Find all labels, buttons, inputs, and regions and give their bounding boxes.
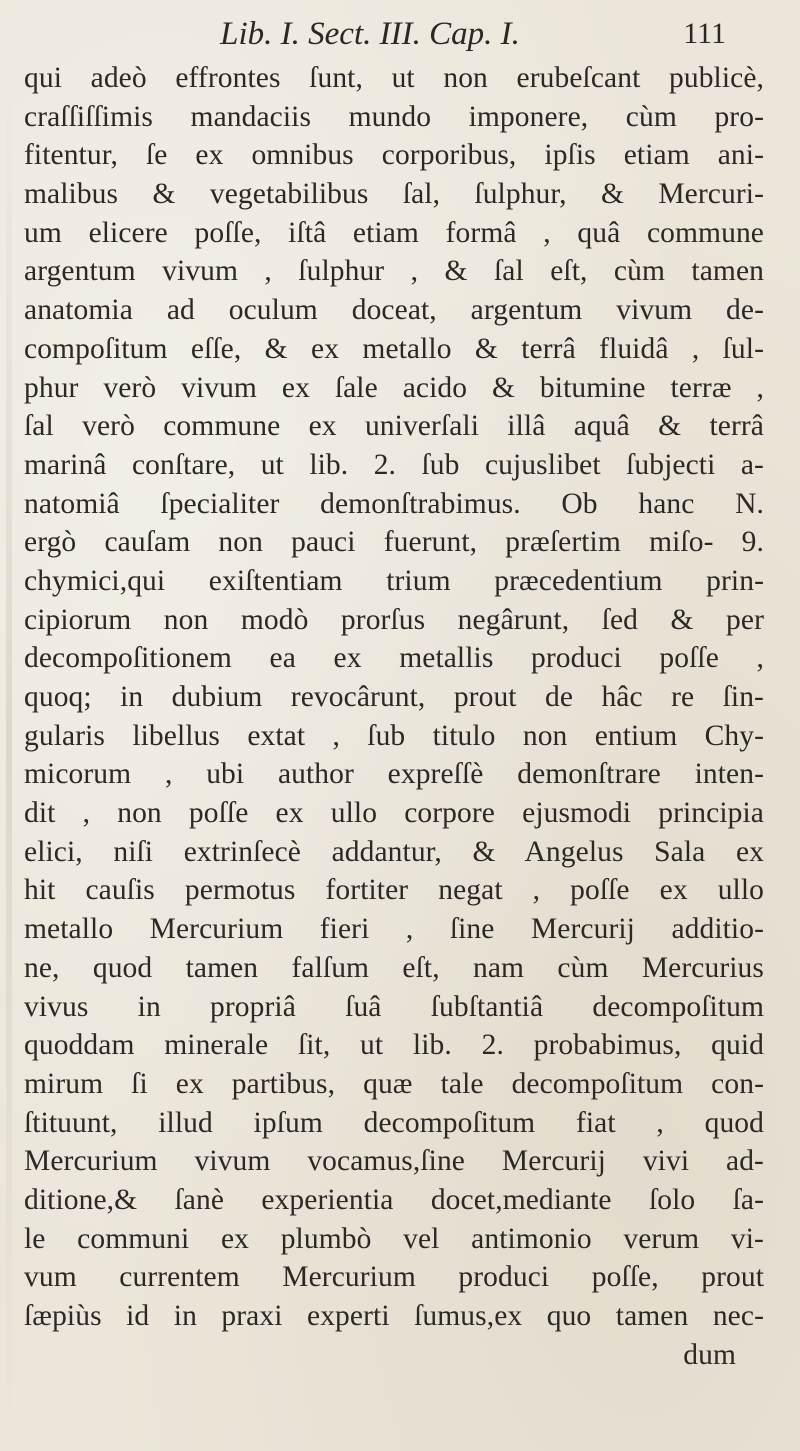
text-line: fitentur, ſe ex omnibus corporibus, ipſis etiam ani- bbox=[24, 139, 764, 172]
text-line: ergò cauſam non pauci fuerunt, præſertim miſo- 9. bbox=[24, 526, 764, 559]
text-line: gularis libellus extat , ſub titulo non entium Chy- bbox=[24, 719, 764, 752]
text-line: ſal verò commune ex univerſali illâ aquâ & terrâ bbox=[24, 410, 764, 443]
text-line: quoq; in dubium revocârunt, prout de hâc re ſin- bbox=[24, 681, 764, 713]
text-line: um elicere poſſe, iſtâ etiam formâ , quâ commune bbox=[24, 216, 764, 249]
text-line: cipiorum non modò prorſus negârunt, ſed & per bbox=[24, 603, 764, 636]
text-line: dit , non poſſe ex ullo corpore ejusmodi principia bbox=[24, 797, 764, 830]
text-line: hit cauſis permotus fortiter negat , poſſe ex ullo bbox=[24, 874, 764, 907]
text-line: metallo Mercurium fieri , ſine Mercurij additio- bbox=[24, 913, 764, 946]
body-text bbox=[24, 59, 764, 1374]
text-line: qui adeò effrontes ſunt, ut non erubeſcant publicè, bbox=[24, 62, 764, 94]
text-line: chymici,qui exiſtentiam trium præcedentium prin- bbox=[24, 564, 764, 597]
text-line: natomiâ ſpecialiter demonſtrabimus. Ob hanc N. bbox=[24, 487, 764, 520]
text-line: decompoſitionem ea ex metallis produci poſſe , bbox=[24, 642, 764, 675]
text-line: craſſiſſimis mandaciis mundo imponere, cùm pro- bbox=[24, 100, 764, 133]
text-line: marinâ conſtare, ut lib. 2. ſub cujuslibet ſubjecti a- bbox=[24, 448, 764, 481]
running-head-title: Lib. I. Sect. III. Cap. I. bbox=[220, 16, 520, 52]
text-line: ſæpiùs id in praxi experti ſumus,ex quo tamen nec- bbox=[24, 1300, 764, 1332]
text-line: anatomia ad oculum doceat, argentum vivum de- bbox=[24, 294, 764, 327]
text-line: micorum , ubi author expreſſè demonſtrare inten- bbox=[24, 758, 764, 791]
catchword: dum bbox=[683, 1338, 736, 1371]
text-line: mirum ſi ex partibus, quæ tale decompoſitum con- bbox=[24, 1067, 764, 1100]
text-line: ſtituunt, illud ipſum decompoſitum fiat , quod bbox=[24, 1106, 764, 1139]
page-gutter-shadow bbox=[6, 60, 12, 1440]
text-line: malibus & vegetabilibus ſal, ſulphur, & Mercuri- bbox=[24, 178, 764, 211]
text-line: ne, quod tamen falſum eſt, nam cùm Mercurius bbox=[24, 951, 764, 984]
text-line: le communi ex plumbò vel antimonio verum vi- bbox=[24, 1222, 764, 1255]
running-head bbox=[0, 14, 800, 54]
text-line: Mercurium vivum vocamus,ſine Mercurij vivi ad- bbox=[24, 1145, 764, 1178]
text-line: vum currentem Mercurium produci poſſe, prout bbox=[24, 1261, 764, 1294]
text-line: quoddam minerale ſit, ut lib. 2. probabimus, quid bbox=[24, 1029, 764, 1062]
text-line: phur verò vivum ex ſale acido & bitumine terræ , bbox=[24, 371, 764, 404]
text-line: elici, niſi extrinſecè addantur, & Angelus Sala ex bbox=[24, 835, 764, 868]
text-line: compoſitum eſſe, & ex metallo & terrâ fluidâ , ſul- bbox=[24, 332, 764, 365]
text-line: argentum vivum , ſulphur , & ſal eſt, cùm tamen bbox=[24, 255, 764, 288]
text-line: vivus in propriâ ſuâ ſubſtantiâ decompoſitum bbox=[24, 990, 764, 1023]
text-line: ditione,& ſanè experientia docet,mediante ſolo ſa- bbox=[24, 1183, 764, 1216]
page-number: 111 bbox=[683, 17, 726, 50]
